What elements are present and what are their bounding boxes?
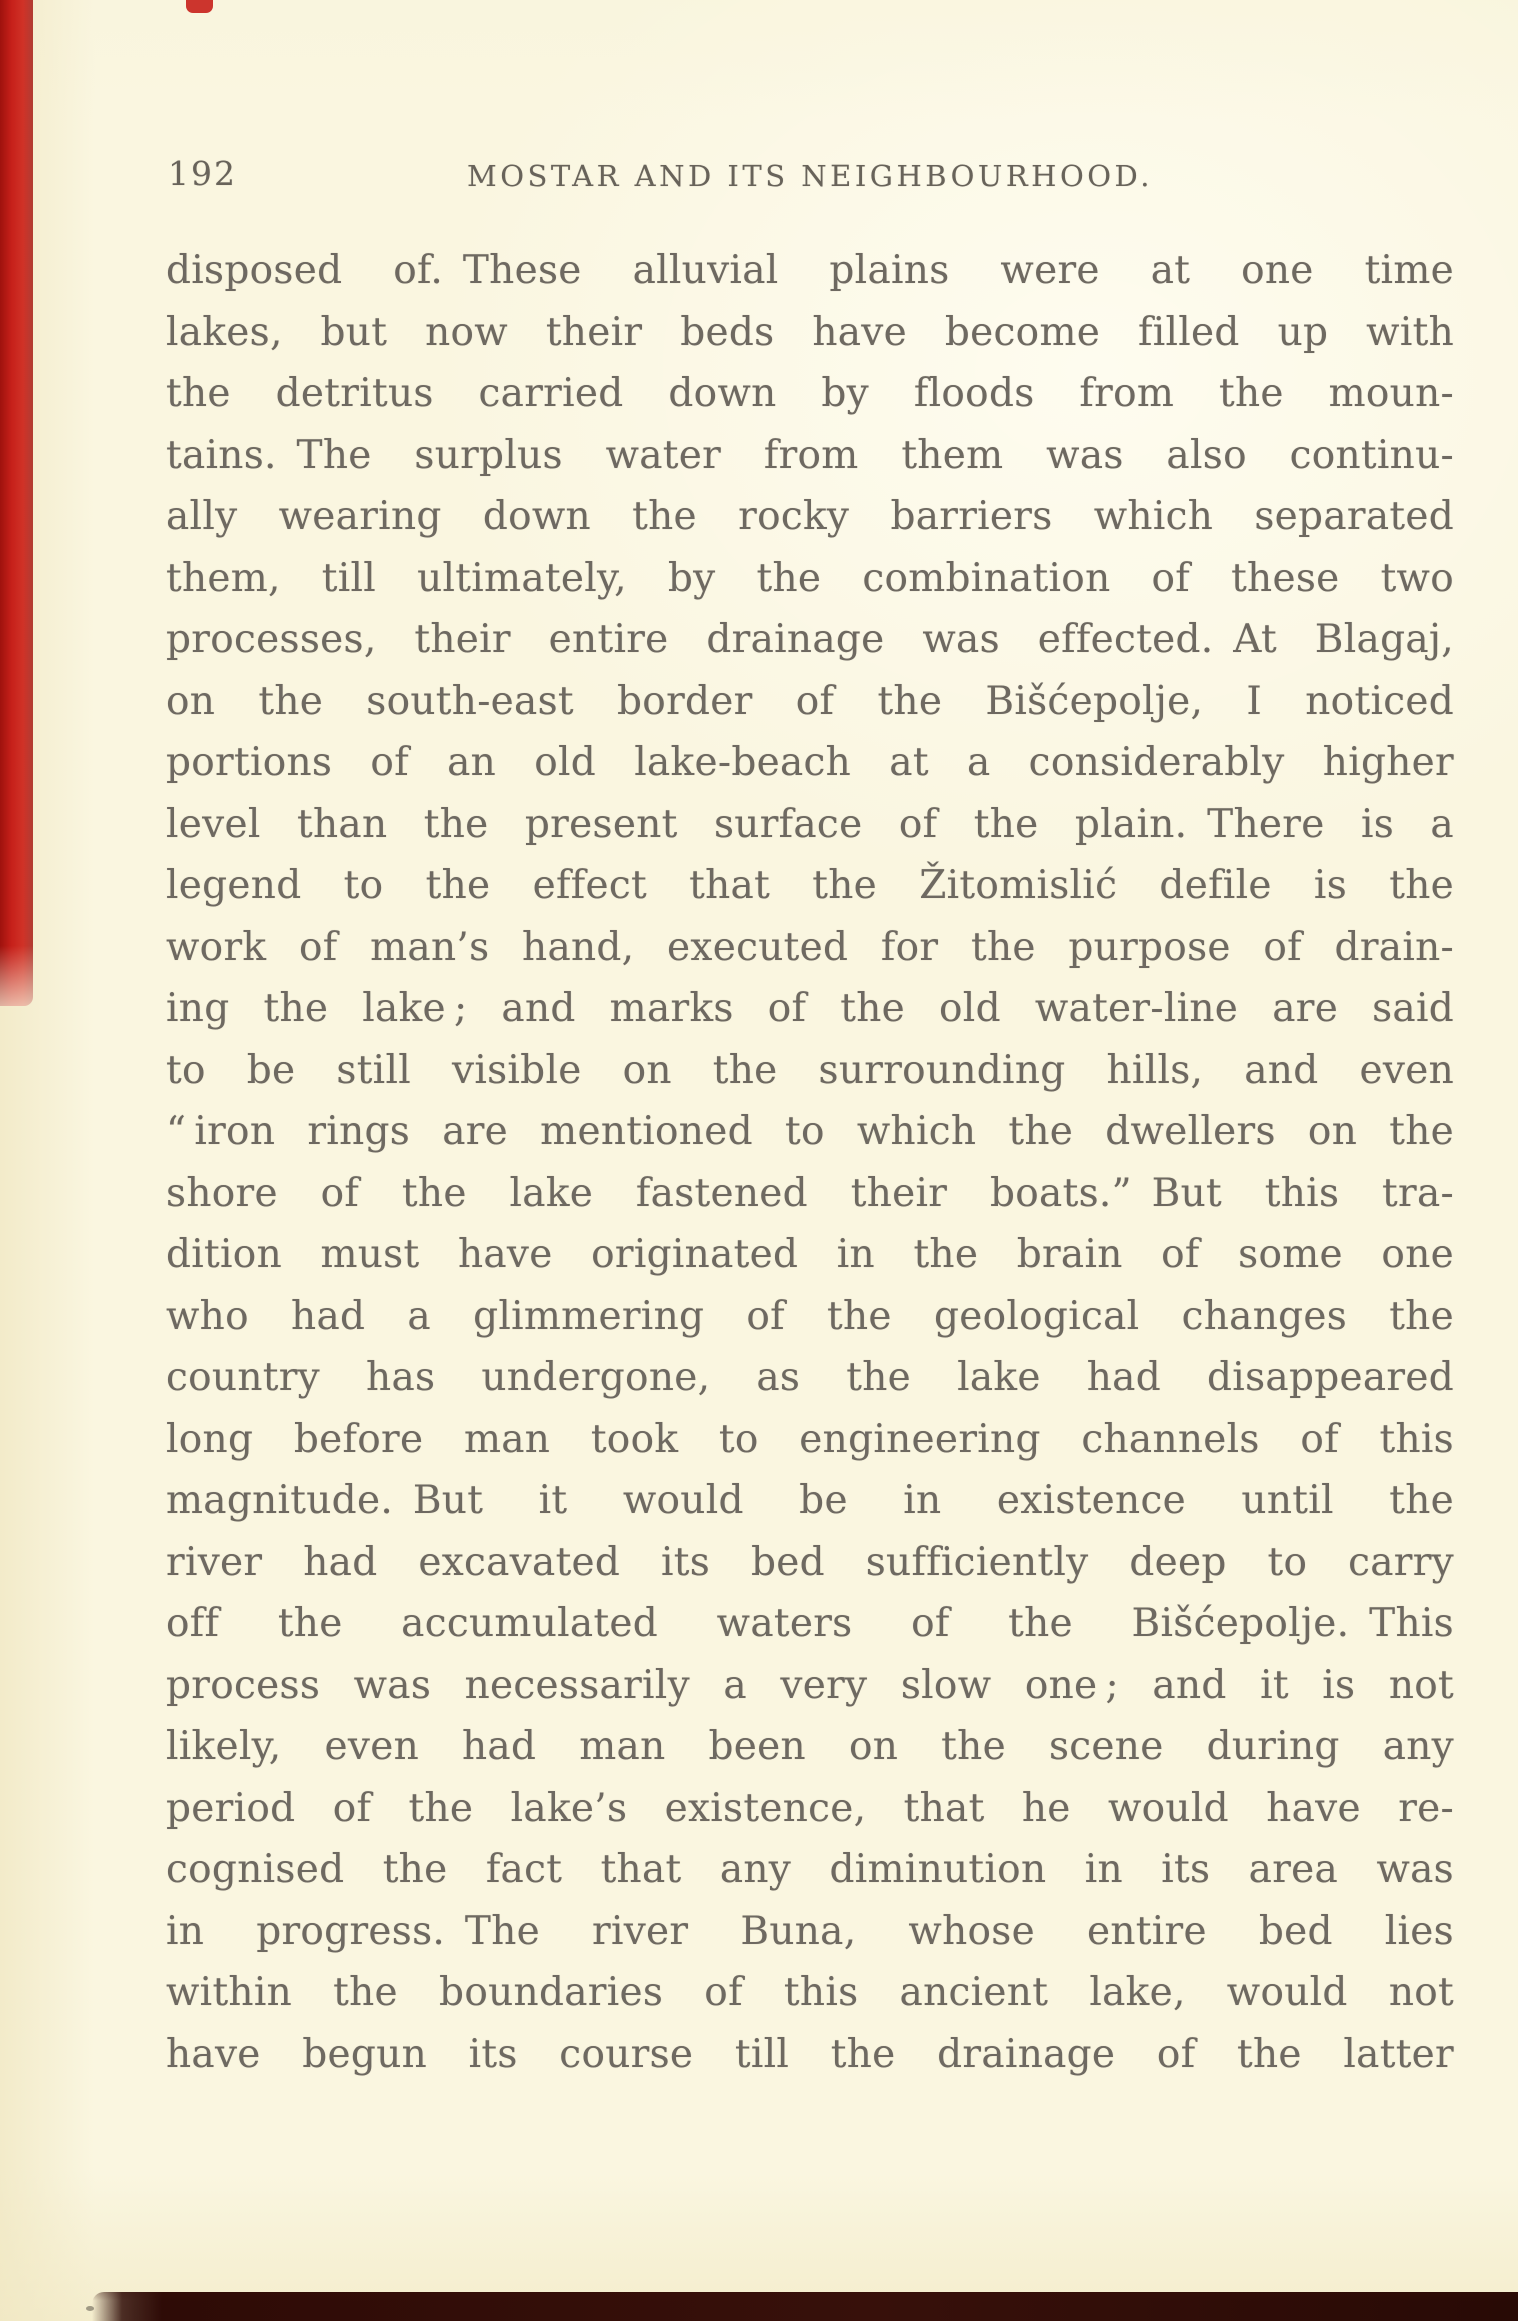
text-line: ally wearing down the rocky barriers which separated [166, 494, 1454, 539]
text-line: work of man’s hand, executed for the purpose of drain- [166, 924, 1454, 970]
page-content [166, 150, 1454, 2085]
text-line: level than the present surface of the plain. There is a [166, 801, 1454, 847]
text-line: shore of the lake fastened their boats.” But this tra- [166, 1170, 1454, 1216]
text-line: river had excavated its bed sufficiently deep to carry [166, 1539, 1454, 1585]
scan-speck [86, 2306, 94, 2311]
text-line: off the accumulated waters of the Bišćepolje. This [166, 1601, 1454, 1646]
text-line: long before man took to engineering channels of this [166, 1416, 1454, 1462]
scan-edge-left-red-stripe [0, 0, 33, 1006]
text-line: magnitude. But it would be in existence until the [166, 1478, 1454, 1523]
running-title: MOSTAR AND ITS NEIGHBOURHOOD. [467, 159, 1153, 193]
text-line: tains. The surplus water from them was also continu- [166, 432, 1454, 478]
body-text [166, 240, 1454, 2085]
text-line: period of the lake’s existence, that he would have re- [166, 1785, 1454, 1831]
text-line: country has undergone, as the lake had disappeared [166, 1355, 1454, 1400]
text-line: portions of an old lake-beach at a considerably higher [166, 740, 1454, 785]
page-number: 192 [168, 154, 237, 193]
text-line: dition must have originated in the brain of some one [166, 1232, 1454, 1277]
text-line: legend to the effect that the Žitomislić defile is the [166, 863, 1454, 908]
text-line: who had a glimmering of the geological changes the [166, 1293, 1454, 1339]
scan-edge-top-red-dash [186, 0, 213, 13]
text-line: in progress. The river Buna, whose entire bed lies [166, 1908, 1454, 1954]
scan-edge-bottom-dark-bar [92, 2292, 1518, 2321]
text-line: to be still visible on the surrounding hills, and even [166, 1047, 1454, 1093]
text-line: the detritus carried down by floods from the moun- [166, 371, 1454, 416]
text-line: on the south-east border of the Bišćepolje, I noticed [166, 678, 1454, 724]
text-line: within the boundaries of this ancient lake, would not [166, 1970, 1454, 2015]
text-line: them, till ultimately, by the combination of these two [166, 555, 1454, 601]
text-line: processes, their entire drainage was effected. At Blagaj, [166, 617, 1454, 662]
text-line: lakes, but now their beds have become filled up with [166, 309, 1454, 355]
text-line: disposed of. These alluvial plains were at one time [166, 248, 1454, 293]
page-header [166, 150, 1454, 240]
text-line: process was necessarily a very slow one ; and it is not [166, 1662, 1454, 1708]
text-line: cognised the fact that any diminution in its area was [166, 1847, 1454, 1892]
text-line: likely, even had man been on the scene during any [166, 1724, 1454, 1769]
text-line: “ iron rings are mentioned to which the dwellers on the [166, 1109, 1454, 1154]
text-line: have begun its course till the drainage of the latter [166, 2031, 1454, 2077]
text-line: ing the lake ; and marks of the old water-line are said [166, 986, 1454, 1031]
